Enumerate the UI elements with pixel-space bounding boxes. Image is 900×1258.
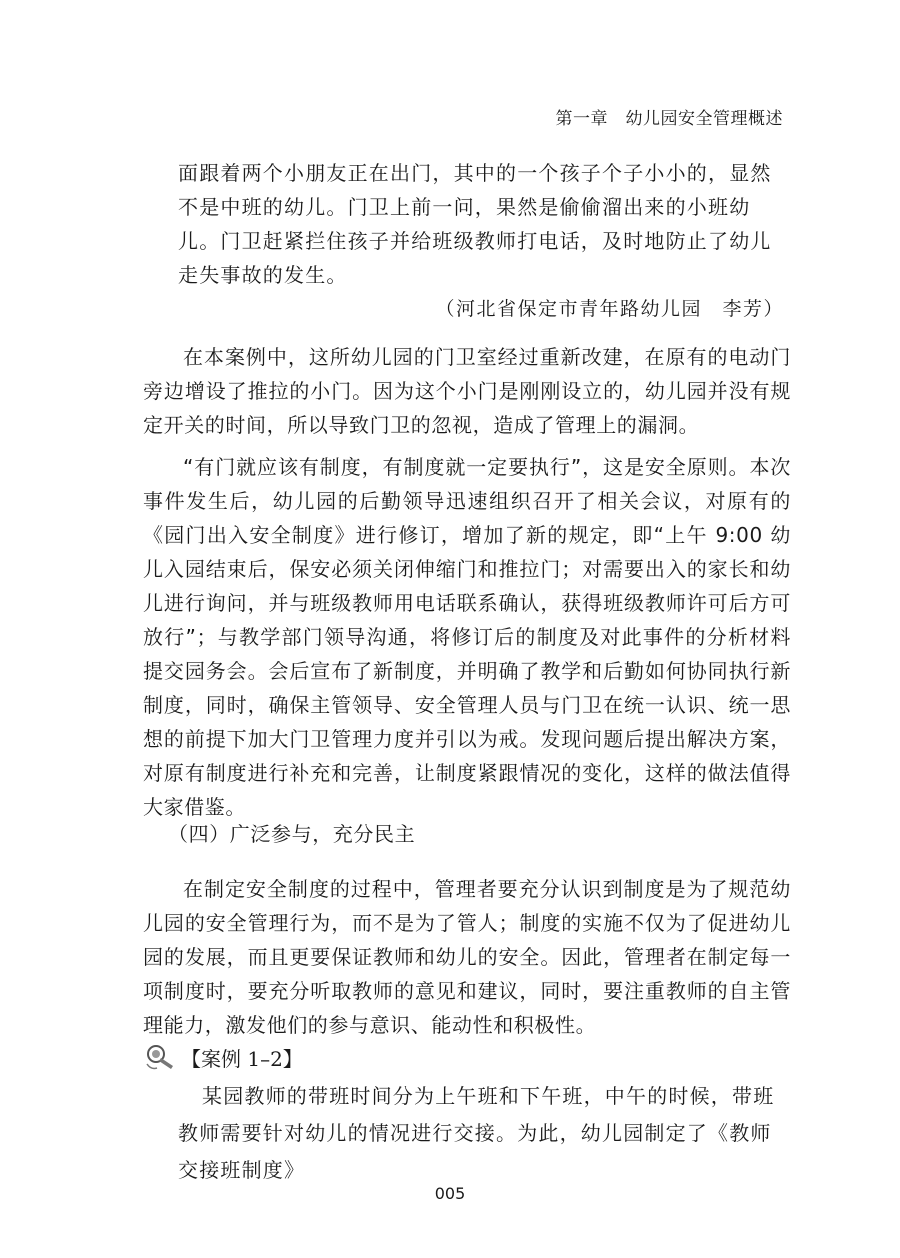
case-1-1-author: （河北省保定市青年路幼儿园 李芳） bbox=[435, 298, 784, 320]
paragraph-participation-text: 在制定安全制度的过程中，管理者要充分认识到制度是为了规范幼儿园的安全管理行为，而不是为了管人；制度的实施不仅为了促进幼儿园的发展，而且更要保证教师和幼儿的安全。因此，管理者在制定每一项制度时，要充分听取教师的意见和建议，同时，要注重教师的自主管理能力，激发他们的参与意识、能动性和积极性。 bbox=[143, 877, 791, 1037]
page-number: 005 bbox=[434, 1184, 466, 1203]
running-header: 第一章 幼儿园安全管理概述 bbox=[555, 109, 783, 129]
paragraph-analysis bbox=[143, 340, 791, 442]
case-1-2-label-row bbox=[143, 1042, 303, 1072]
case-1-1-continuation bbox=[178, 156, 790, 326]
paragraph-rule bbox=[143, 450, 791, 824]
case-1-1-text: 面跟着两个小朋友正在出门，其中的一个孩子个子小小的，显然不是中班的幼儿。门卫上前一问，果然是偷偷溜出来的小班幼儿。门卫赶紧拦住孩子并给班级教师打电话，及时地防止了幼儿走失事故的发生。 bbox=[178, 161, 772, 287]
megaphone-icon bbox=[143, 1042, 179, 1072]
paragraph-analysis-text: 在本案例中，这所幼儿园的门卫室经过重新改建，在原有的电动门旁边增设了推拉的小门。因为这个小门是刚刚设立的，幼儿园并没有规定开关的时间，所以导致门卫的忽视，造成了管理上的漏洞。 bbox=[143, 345, 791, 437]
case-1-2-label: 【案例 1–2】 bbox=[181, 1046, 303, 1071]
case-1-2-text: 某园教师的带班时间分为上午班和下午班，中午的时候，带班教师需要针对幼儿的情况进行交接。为此，幼儿园制定了《教师交接班制度》 bbox=[178, 1084, 775, 1182]
paragraph-rule-text: “有门就应该有制度，有制度就一定要执行”，这是安全原则。本次事件发生后，幼儿园的后勤领导迅速组织召开了相关会议，对原有的《园门出入安全制度》进行修订，增加了新的规定，即“上午 9:00 幼儿入园结束后，保安必须关闭伸缩门和推拉门；对需要出入的家长和幼儿进行询问，并与班级教师用电话联系确认，获得班级教师许可后方可放行”；与教学部门领导沟通，将修订后的制度及对此事件的分析材料提交园务会。会后宣布了新制度，并明确了教学和后勤如何协同执行新制度，同时，确保主管领导、安全管理人员与门卫在统一认识、统一思想的前提下加大门卫管理力度并引以为戒。发现问题后提出解决方案，对原有制度进行补充和完善，让制度紧跟情况的变化，这样的做法值得大家借鉴。 bbox=[143, 455, 791, 819]
section-heading: （四）广泛参与，充分民主 bbox=[168, 822, 416, 846]
paragraph-participation bbox=[143, 872, 791, 1042]
case-1-2-body bbox=[178, 1078, 790, 1189]
